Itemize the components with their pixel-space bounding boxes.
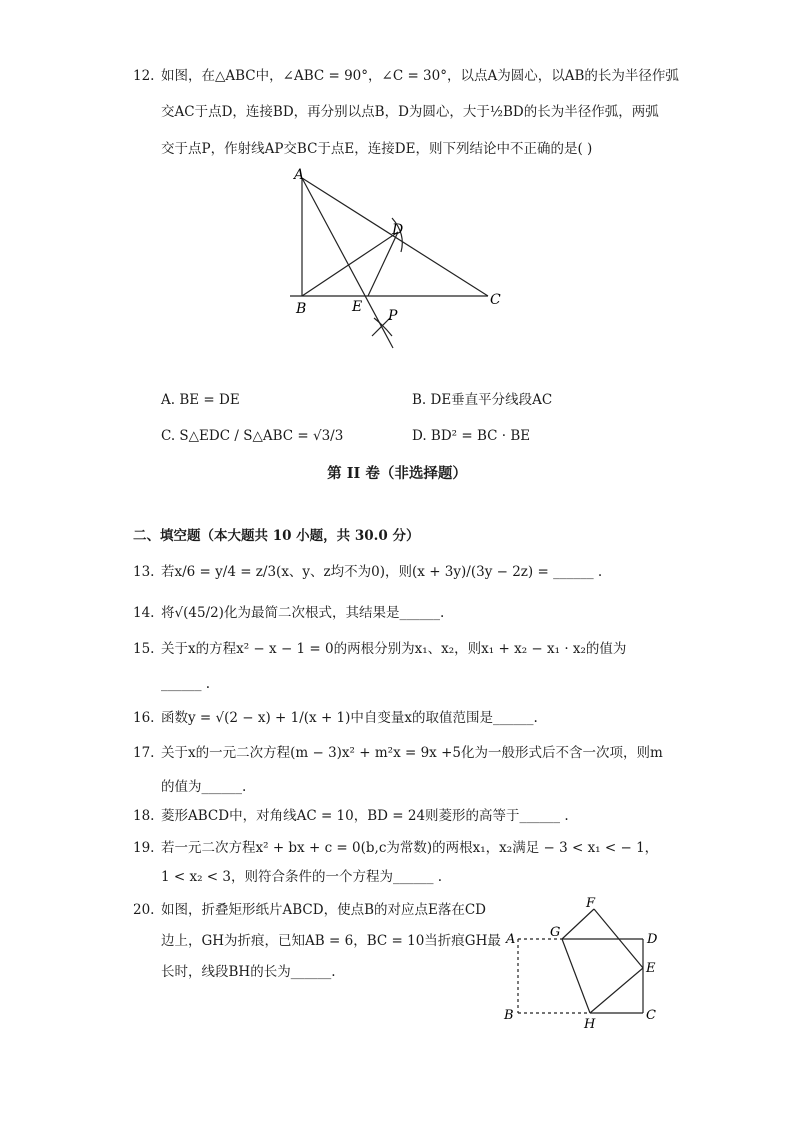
question-text-line: 将√(45/2)化为最简二次根式，其结果是______. bbox=[161, 605, 445, 621]
label-a: A bbox=[294, 167, 305, 183]
question-number: 14. bbox=[133, 605, 155, 621]
question-number: 19. bbox=[133, 840, 155, 856]
option-a: A. BE = DE bbox=[161, 392, 240, 408]
label-f: F bbox=[586, 896, 596, 911]
question-number: 18. bbox=[133, 808, 155, 824]
label-e: E bbox=[352, 299, 363, 315]
label-d: D bbox=[647, 932, 658, 947]
option-c: C. S△EDC / S△ABC = √3/3 bbox=[161, 428, 344, 444]
question-text-line: 边上，GH为折痕，已知AB = 6，BC = 10当折痕GH最 bbox=[161, 933, 501, 949]
segment-gf bbox=[562, 909, 594, 939]
label-h: H bbox=[584, 1017, 596, 1032]
folded-rectangle-figure bbox=[498, 895, 668, 1033]
question-text-line: 交AC于点D，连接BD，再分别以点B，D为圆心，大于½BD的长为半径作弧，两弧 bbox=[161, 104, 659, 120]
question-text-line: 如图，折叠矩形纸片ABCD，使点B的对应点E落在CD bbox=[161, 902, 487, 918]
label-e: E bbox=[646, 961, 656, 976]
question-text-line: 函数y = √(2 − x) + 1/(x + 1)中自变量x的取值范围是______. bbox=[161, 710, 538, 726]
label-g: G bbox=[550, 925, 561, 940]
question-text-line: 的值为______. bbox=[161, 779, 247, 795]
question-number: 20. bbox=[133, 902, 155, 918]
question-number: 16. bbox=[133, 710, 155, 726]
question-number: 15. bbox=[133, 641, 155, 657]
question-number: 17. bbox=[133, 745, 155, 761]
question-text-line: 若一元二次方程x² + bx + c = 0(b,c为常数)的两根x₁，x₂满足 − 3 < x₁ < − 1， bbox=[161, 840, 659, 856]
question-text-line: 交于点P，作射线AP交BC于点E，连接DE，则下列结论中不正确的是( ) bbox=[161, 141, 593, 157]
fold-gh bbox=[562, 939, 590, 1013]
segment-eh bbox=[590, 968, 643, 1013]
question-text-line: 如图，在△ABC中，∠ABC = 90°，∠C = 30°，以点A为圆心，以AB的长为半径作弧 bbox=[161, 68, 679, 84]
label-d: D bbox=[392, 222, 404, 238]
part-title: 第 II 卷（非选择题） bbox=[327, 465, 467, 482]
question-text-line: 1 < x₂ < 3，则符合条件的一个方程为______ . bbox=[161, 869, 443, 885]
triangle-figure bbox=[280, 160, 520, 360]
label-b: B bbox=[296, 301, 307, 317]
option-d: D. BD² = BC · BE bbox=[412, 428, 531, 444]
label-p: P bbox=[388, 308, 398, 324]
question-text-line: 长时，线段BH的长为______. bbox=[161, 964, 336, 980]
question-text-line: 若x/6 = y/4 = z/3(x、y、z均不为0)，则(x + 3y)/(3y − 2z) = ______ . bbox=[161, 564, 603, 580]
question-text-line: ______ . bbox=[161, 676, 211, 692]
label-a: A bbox=[506, 932, 516, 947]
question-number: 13. bbox=[133, 564, 155, 580]
question-text-line: 关于x的一元二次方程(m − 3)x² + m²x = 9x +5化为一般形式后不含一次项，则m bbox=[161, 745, 663, 761]
label-b: B bbox=[504, 1008, 514, 1023]
question-number: 12. bbox=[133, 68, 155, 84]
question-text-line: 菱形ABCD中，对角线AC = 10，BD = 24则菱形的高等于______ . bbox=[161, 808, 569, 824]
label-c: C bbox=[490, 292, 501, 308]
question-text-line: 关于x的方程x² − x − 1 = 0的两根分别为x₁、x₂，则x₁ + x₂ − x₁ · x₂的值为 bbox=[161, 641, 627, 657]
label-c: C bbox=[646, 1008, 656, 1023]
option-b: B. DE垂直平分线段AC bbox=[412, 392, 553, 408]
section-heading: 二、填空题（本大题共 10 小题，共 30.0 分） bbox=[133, 528, 420, 544]
